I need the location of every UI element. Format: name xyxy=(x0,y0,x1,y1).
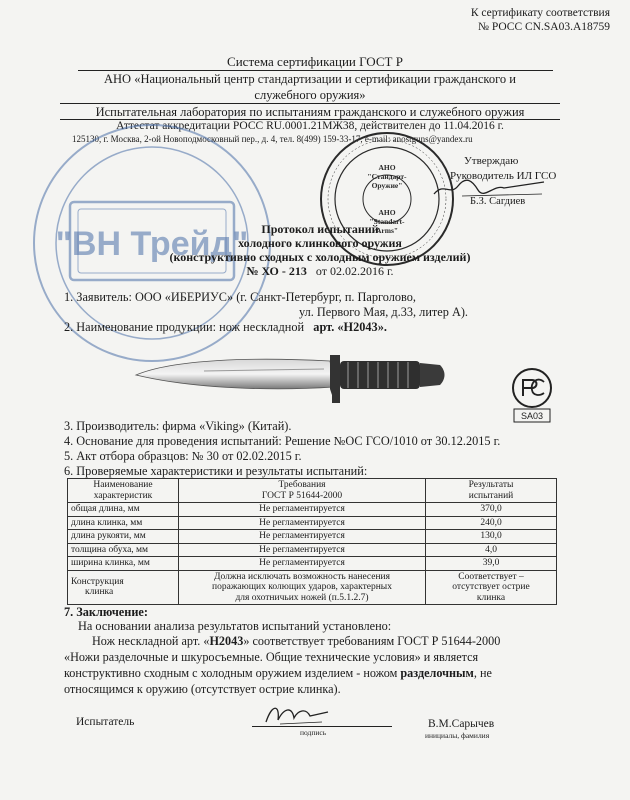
ano-line1: АНО «Национальный центр стандартизации и сертификации гражданского и xyxy=(104,72,516,86)
row-requirement: Не регламентируется xyxy=(179,557,426,571)
row-name: ширина клинка, мм xyxy=(68,557,179,571)
row-result: 130,0 xyxy=(426,530,557,544)
tester-signature-icon xyxy=(262,700,332,728)
protocol-number: № ХО - 213 xyxy=(246,264,307,278)
svg-text:АНО: АНО xyxy=(378,208,396,217)
cert-ref-line1: К сертификату соответствия xyxy=(470,7,610,19)
conclusion-heading: 7. Заключение: xyxy=(64,605,148,619)
items-manufacturer-basis xyxy=(64,419,594,479)
row-requirement: Должна исключать возможность нанесения поражающих колющих ударов, характерных для охотничьих ножей (п.5.1.2.7) xyxy=(179,570,426,605)
item-sampling-act: 5. Акт отбора образцов: № 30 от 02.02.2015 г. xyxy=(64,449,302,463)
item-product-article: арт. «Н2043». xyxy=(313,320,387,334)
item-manufacturer: 3. Производитель: фирма «Viking» (Китай). xyxy=(64,419,292,433)
ano-name xyxy=(60,71,560,103)
row-name: длина клинка, мм xyxy=(68,516,179,530)
head-label: Руководитель ИЛ ГСО xyxy=(450,170,557,182)
col-header-name: Наименование характеристик xyxy=(68,479,179,503)
conclusion-body xyxy=(64,633,519,697)
item-basis: 4. Основание для проведения испытаний: Решение №ОС ГСО/1010 от 30.12.2015 г. xyxy=(64,434,501,448)
certificate-reference xyxy=(471,6,610,34)
row-requirement: Не регламентируется xyxy=(179,516,426,530)
address-line: 125130, г. Москва, 2-ой Новоподмосковный пер., д. 4, тел. 8(499) 159-33-17, e-mail: anostguns@yandex.ru xyxy=(72,134,473,144)
system-title: Система сертификации ГОСТ Р xyxy=(227,54,403,69)
conformity-mark-icon xyxy=(502,366,562,424)
tester-label: Испытатель xyxy=(76,716,135,728)
signature-line xyxy=(252,726,392,727)
characteristics-table xyxy=(67,478,557,605)
table-row-construction xyxy=(68,570,557,605)
protocol-line2: холодного клинкового оружия xyxy=(238,236,402,250)
table-header-row xyxy=(68,479,557,503)
conclusion-line2: «Ножи разделочные и шкуросъемные. Общие технические условия» и является xyxy=(64,650,479,664)
row-result: 39,0 xyxy=(426,557,557,571)
approve-label: Утверждаю xyxy=(464,155,519,167)
row-name: толщина обуха, мм xyxy=(68,543,179,557)
ano-line2: служебного оружия» xyxy=(254,88,366,102)
protocol-line3: (конструктивно сходных с холодным оружием изделий) xyxy=(169,250,471,264)
table-row xyxy=(68,503,557,517)
protocol-title xyxy=(130,222,510,278)
svg-text:"Стандарт-: "Стандарт- xyxy=(367,172,407,181)
knife-image-icon xyxy=(134,345,449,410)
row-result: Соответствует – отсутствует острие клинка xyxy=(426,570,557,605)
conformity-mark-code: SA03 xyxy=(520,411,544,421)
tester-name: В.М.Сарычев xyxy=(428,718,495,730)
conclusion-line1: Нож нескладной арт. «Н2043» соответствует требованиям ГОСТ Р 51644-2000 xyxy=(92,634,501,648)
items-applicant-product xyxy=(64,290,574,335)
svg-text:Оружие": Оружие" xyxy=(371,181,403,190)
row-name: Конструкция клинка xyxy=(68,570,179,605)
row-result: 370,0 xyxy=(426,503,557,517)
svg-text:"Standart-: "Standart- xyxy=(369,217,405,226)
approver-name: Б.З. Сагдиев xyxy=(470,196,526,207)
table-row xyxy=(68,516,557,530)
protocol-line1: Протокол испытаний xyxy=(261,222,379,236)
row-requirement: Не регламентируется xyxy=(179,503,426,517)
item-product xyxy=(64,320,574,335)
conclusion-line4: относящимся к оружию (отсутствует острие клинка). xyxy=(64,682,341,696)
col-header-requirements: Требования ГОСТ Р 51644-2000 xyxy=(179,479,426,503)
row-result: 4,0 xyxy=(426,543,557,557)
table-row xyxy=(68,557,557,571)
conclusion-heading-block xyxy=(64,604,564,634)
row-requirement: Не регламентируется xyxy=(179,543,426,557)
col-header-results: Результаты испытаний xyxy=(426,479,557,503)
lab-name: Испытательная лаборатория по испытаниям гражданского и служебного оружия xyxy=(60,103,560,120)
item-applicant: 1. Заявитель: ООО «ИБЕРИУС» (г. Санкт-Петербург, п. Парголово, xyxy=(64,290,416,304)
table-row xyxy=(68,543,557,557)
svg-text:Arms": Arms" xyxy=(375,226,399,235)
signature-caption: подпись xyxy=(300,728,327,737)
table-row xyxy=(68,530,557,544)
svg-text:АНО: АНО xyxy=(378,163,396,172)
tester-name-caption: инициалы, фамилия xyxy=(425,731,490,740)
attestat-line: Аттестат аккредитации РОСС RU.0001.21МЖ38, действителен до 11.04.2016 г. xyxy=(60,119,560,132)
row-result: 240,0 xyxy=(426,516,557,530)
protocol-number-line xyxy=(130,264,510,278)
conclusion-line3: конструктивно сходным с холодным оружием изделием - ножом разделочным, не xyxy=(64,666,492,680)
row-name: общая длина, мм xyxy=(68,503,179,517)
row-requirement: Не регламентируется xyxy=(179,530,426,544)
item-characteristics: 6. Проверяемые характеристики и результаты испытаний: xyxy=(64,464,368,478)
protocol-date: от 02.02.2016 г. xyxy=(315,264,394,278)
item-applicant-address: ул. Первого Мая, д.33, литер А). xyxy=(299,305,469,319)
conclusion-intro: На основании анализа результатов испытаний установлено: xyxy=(78,619,392,633)
row-name: длина рукояти, мм xyxy=(68,530,179,544)
item-product-label: 2. Наименование продукции: нож нескладной xyxy=(64,320,305,334)
blue-stamp-text: "ВН Трейд" xyxy=(55,225,249,263)
cert-ref-line2: № РОСС CN.SA03.A18759 xyxy=(477,21,610,33)
director-signature-icon xyxy=(432,176,547,198)
